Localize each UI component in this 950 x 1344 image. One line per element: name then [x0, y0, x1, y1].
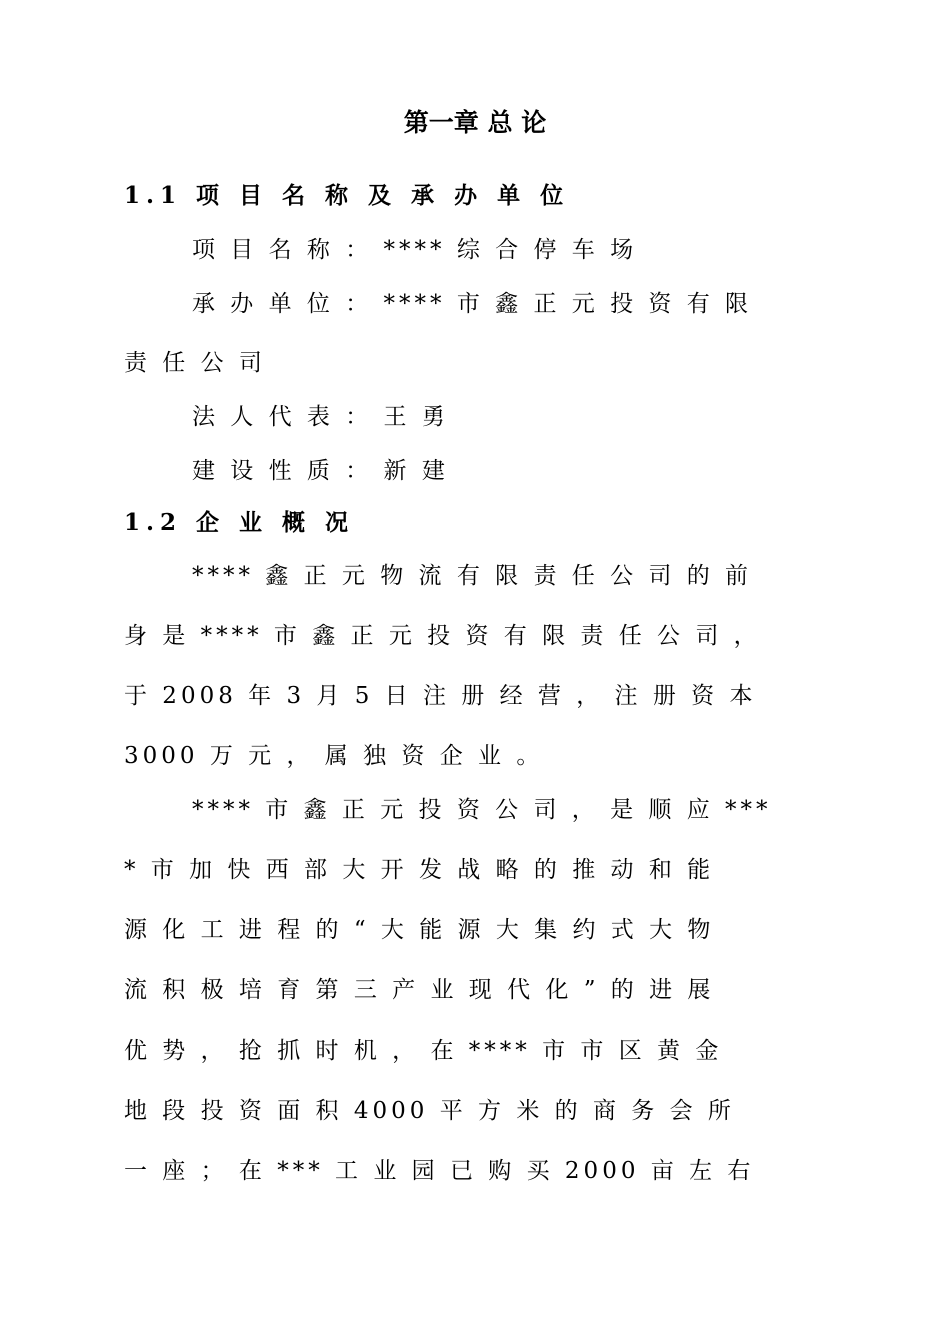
paragraph-line: **** 鑫 正 元 物 流 有 限 责 任 公 司 的 前 — [192, 563, 753, 589]
paragraph-line: 流 积 极 培 育 第 三 产 业 现 代 化 ” 的 进 展 — [124, 977, 715, 1003]
paragraph-line: 身 是 **** 市 鑫 正 元 投 资 有 限 责 任 公 司 ， — [124, 623, 761, 649]
organizer-line: 承 办 单 位 ： **** 市 鑫 正 元 投 资 有 限 — [192, 291, 753, 317]
paragraph-line: 源 化 工 进 程 的 “ 大 能 源 大 集 约 式 大 物 — [124, 917, 715, 943]
paragraph-line: 优 势 ， 抢 抓 时 机 ， 在 **** 市 市 区 黄 金 — [124, 1038, 723, 1064]
chapter-title: 第一章 总 论 — [403, 108, 547, 137]
section-heading-1-2: 1.2 企 业 概 况 — [124, 509, 355, 536]
construction-nature-line: 建 设 性 质 ： 新 建 — [192, 458, 449, 484]
organizer-line-continued: 责 任 公 司 — [124, 350, 266, 376]
project-name-line: 项 目 名 称 ： **** 综 合 停 车 场 — [192, 237, 638, 263]
paragraph-line: 3000 万 元 ， 属 独 资 企 业 。 — [124, 743, 544, 769]
paragraph-line: * 市 加 快 西 部 大 开 发 战 略 的 推 动 和 能 — [124, 857, 715, 883]
paragraph-line: 于 2008 年 3 月 5 日 注 册 经 营 ， 注 册 资 本 — [124, 683, 757, 709]
legal-representative-line: 法 人 代 表 ： 王 勇 — [192, 404, 449, 430]
paragraph-line: 一 座 ； 在 *** 工 业 园 已 购 买 2000 亩 左 右 — [124, 1158, 755, 1184]
paragraph-line: **** 市 鑫 正 元 投 资 公 司 ， 是 顺 应 *** — [192, 797, 772, 823]
paragraph-line: 地 段 投 资 面 积 4000 平 方 米 的 商 务 会 所 — [124, 1098, 735, 1124]
section-heading-1-1: 1.1 项 目 名 称 及 承 办 单 位 — [124, 182, 570, 209]
